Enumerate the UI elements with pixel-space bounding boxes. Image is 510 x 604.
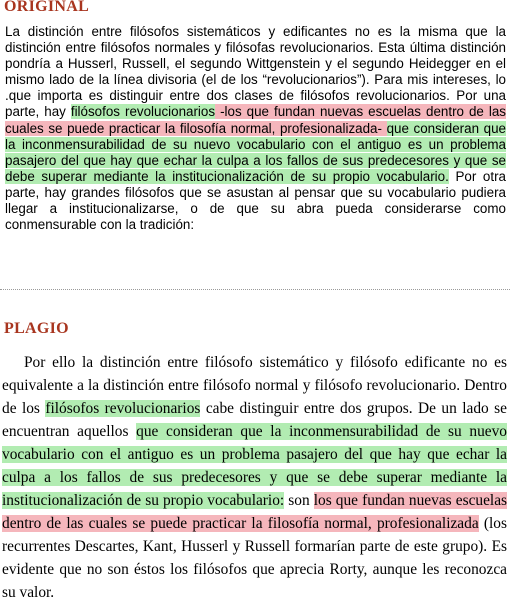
plagio-text-segment: son [284,492,314,509]
original-text-segment: Por otra parte, hay grandes filósofos que se asustan al pensar que su vocabulario pudiera llegar a institucionalizarse, o de que su abra pueda considerarse como conmensurable con la tradición: [5,168,506,233]
plagio-text-segment: Por ello la distinción entre filósofo sistemático y filósofo edificante no es equivalente a la distinción entre filósofo normal y filósofo revolucionario. Dentro de los [2,354,507,417]
plagio-text-segment: (los recurrentes Descartes, Kant, Husserl y Russell formarían parte de este grupo). Es evidente que no son éstos los filósofos que aprecia Rorty, aunque les reconozca su valor. [2,515,507,601]
original-text-segment: La distinción entre filósofos sistemáticos y edificantes no es la misma que la distinción entre filósofos normales y filósofas revolucionarios. Esta última distinción pondría a Husserl, Russell, el segundo Wittgenstein y el segundo Heidegger en el mismo lado de la línea divisoria (el de los “revolucionarios”). Para mis intereses, lo .que importa es distinguir entre dos clases de filósofos revolucionarios. Por una parte, hay [5,24,506,120]
plagio-text-segment: cabe distinguir entre dos grupos. De un lado se encuentran aquellos [2,400,507,440]
plagio-heading: PLAGIO [4,320,69,337]
plagio-red-highlight: los que fundan nuevas escuelas dentro de las cuales se puede practicar la filosofía normal, profesionalizada [2,492,508,532]
original-heading: ORIGINAL [4,0,90,15]
original-green-highlight: que consideran que la inconmensurabilidad de su nuevo vocabulario con el antiguo es un problema pasajero del que hay que echar la culpa a los fallos de sus predecesores y que se debe superar mediante la institucionalización de su propio vocabulario. [5,120,506,184]
plagio-paragraph [2,351,507,604]
original-red-highlight: -los que fundan nuevas escuelas dentro de las cuales se puede practicar la filosofía normal, profesionalizada- [5,104,507,136]
plagio-green-highlight: que consideran que la inconmensurabilidad de su nuevo vocabulario con el antiguo es un problema pasajero del que hay que echar la culpa a los fallos de sus predecesores y que se debe superar mediante la institucionalización de su propio vocabulario: [2,423,507,509]
original-paragraph [5,24,506,233]
plagio-green-highlight: filósofos revolucionarios [45,400,201,417]
section-divider [0,289,510,290]
original-green-highlight: filósofos revolucionarios [70,104,216,120]
